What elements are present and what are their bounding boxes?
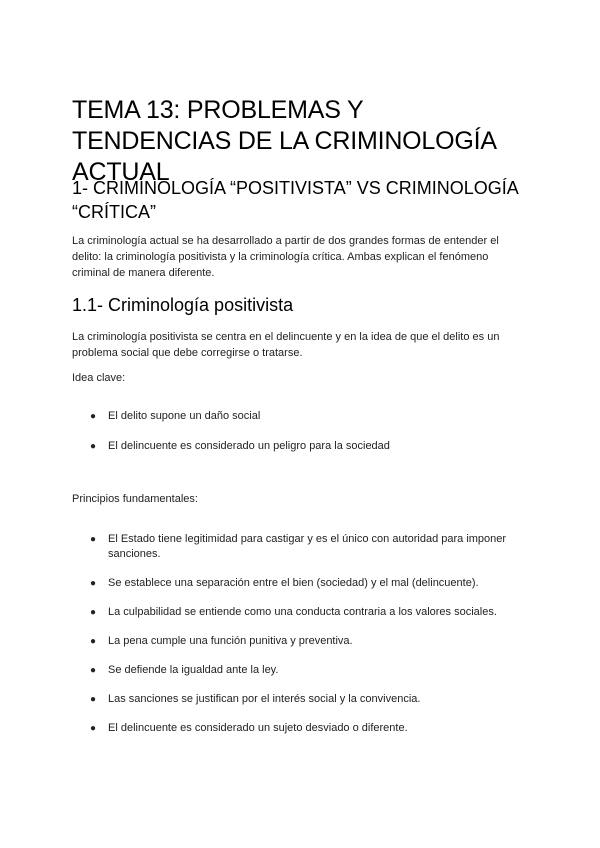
- list-item-text: Se defiende la igualdad ante la ley.: [108, 664, 279, 676]
- bullet-icon: ●: [90, 578, 97, 589]
- list-item: [72, 663, 522, 678]
- list-item: [72, 634, 522, 649]
- bullet-icon: ●: [90, 441, 97, 452]
- key-ideas-list: [72, 409, 522, 454]
- bullet-icon: ●: [90, 665, 97, 676]
- key-idea-label: Idea clave:: [72, 372, 126, 384]
- list-item: [72, 409, 522, 424]
- list-item-text: Las sanciones se justifican por el interés social y la convivencia.: [108, 693, 421, 705]
- bullet-icon: ●: [90, 723, 97, 734]
- list-item: [72, 439, 522, 454]
- list-item-text: La culpabilidad se entiende como una conducta contraria a los valores sociales.: [108, 606, 497, 618]
- list-item-text: El Estado tiene legitimidad para castigar y es el único con autoridad para imponer sanciones.: [108, 533, 507, 560]
- list-item: [72, 532, 522, 562]
- section-1-intro: La criminología actual se ha desarrollado a partir de dos grandes formas de entender el delito: la criminología positivista y la criminología crítica. Ambas explican el fenómeno criminal de manera diferente.: [72, 235, 499, 279]
- section-1-1-intro: La criminología positivista se centra en el delincuente y en la idea de que el delito es un problema social que debe corregirse o tratarse.: [72, 331, 500, 359]
- list-item-text: El delito supone un daño social: [108, 410, 261, 422]
- list-item: [72, 692, 522, 707]
- bullet-icon: ●: [90, 607, 97, 618]
- principles-label: Principios fundamentales:: [72, 493, 198, 505]
- list-item-text: El delincuente es considerado un sujeto desviado o diferente.: [108, 722, 408, 734]
- section-1-1-heading: 1.1- Criminología positivista: [72, 295, 294, 315]
- list-item-text: Se establece una separación entre el bien (sociedad) y el mal (delincuente).: [108, 577, 479, 589]
- bullet-icon: ●: [90, 534, 97, 545]
- bullet-icon: ●: [90, 636, 97, 647]
- bullet-icon: ●: [90, 694, 97, 705]
- list-item-text: El delincuente es considerado un peligro para la sociedad: [108, 440, 390, 452]
- list-item: [72, 605, 522, 620]
- bullet-icon: ●: [90, 411, 97, 422]
- list-item: [72, 576, 522, 591]
- list-item: [72, 721, 522, 736]
- page-title: TEMA 13: PROBLEMAS Y TENDENCIAS DE LA CRIMINOLOGÍA ACTUAL: [72, 96, 496, 186]
- section-1-heading: 1- CRIMINOLOGÍA “POSITIVISTA” VS CRIMINOLOGÍA “CRÍTICA”: [72, 178, 518, 222]
- principles-list: [72, 532, 522, 736]
- list-item-text: La pena cumple una función punitiva y preventiva.: [108, 635, 353, 647]
